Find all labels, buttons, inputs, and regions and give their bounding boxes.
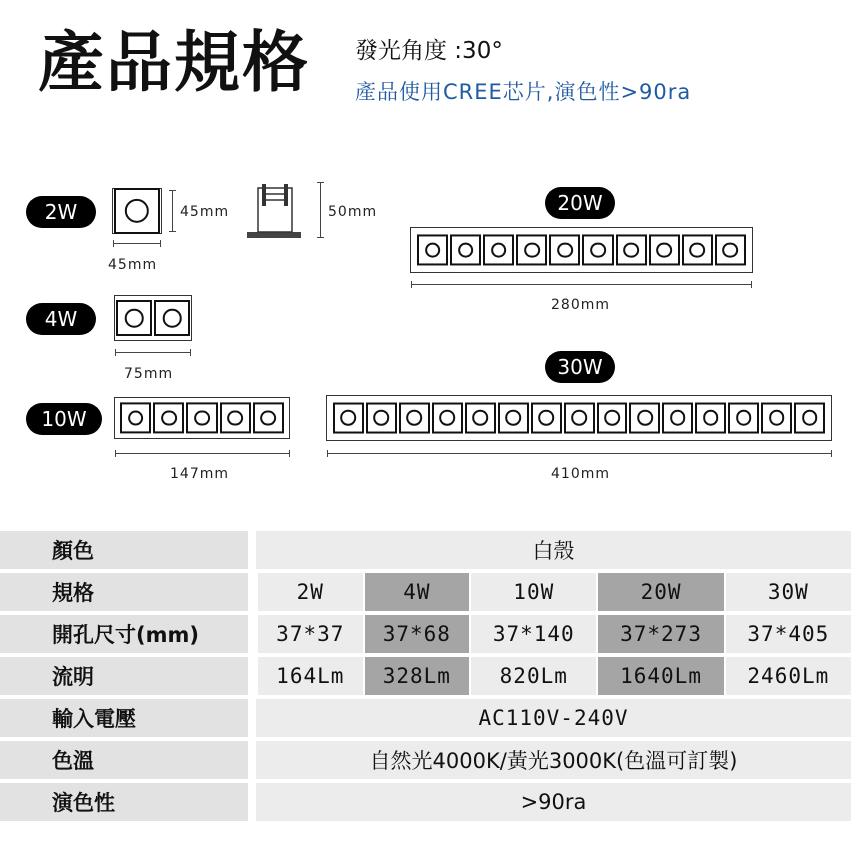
- led-lens-icon: [472, 410, 488, 426]
- led-frame-icon: [682, 234, 713, 265]
- led-lens-icon: [341, 410, 357, 426]
- lamp-2w: [112, 188, 162, 234]
- led-cell: [119, 398, 152, 438]
- badge-2w: 2W: [26, 196, 96, 228]
- led-lens-icon: [604, 410, 620, 426]
- led-cell: [515, 228, 548, 272]
- spec-4w: 4W: [363, 573, 470, 611]
- cutout-2w: 37*37: [256, 615, 363, 653]
- led-lens-icon: [590, 242, 606, 258]
- led-frame-icon: [549, 234, 580, 265]
- led-frame-icon: [154, 300, 190, 336]
- led-lens-icon: [637, 410, 653, 426]
- led-cell: [398, 396, 431, 440]
- lamp-10w: [114, 397, 290, 439]
- dim-line-2w-height: [172, 190, 173, 232]
- led-lens-icon: [670, 410, 686, 426]
- row-label: 色溫: [0, 741, 256, 779]
- led-frame-icon: [114, 188, 160, 234]
- led-lens-icon: [425, 242, 441, 258]
- led-cell: [760, 396, 793, 440]
- cree-chip-text: 產品使用CREE芯片,演色性>90ra: [355, 80, 692, 104]
- led-frame-icon: [432, 403, 463, 434]
- lumen-30w: 2460Lm: [724, 657, 851, 695]
- dim-line-4w-width: [115, 352, 191, 353]
- led-lens-icon: [524, 242, 540, 258]
- led-frame-icon: [186, 402, 217, 433]
- dim-line-side-depth: [320, 182, 321, 238]
- led-lens-icon: [374, 410, 390, 426]
- led-lens-icon: [194, 410, 210, 426]
- cutout-4w: 37*68: [363, 615, 470, 653]
- row-spec: [0, 573, 851, 611]
- cutout-20w: 37*273: [596, 615, 723, 653]
- lumen-2w: 164Lm: [256, 657, 363, 695]
- led-lens-icon: [125, 199, 149, 223]
- led-cell: [416, 228, 449, 272]
- led-frame-icon: [465, 403, 496, 434]
- lumen-4w: 328Lm: [363, 657, 470, 695]
- led-lens-icon: [723, 242, 739, 258]
- led-frame-icon: [695, 403, 726, 434]
- led-cell: [615, 228, 648, 272]
- dim-line-2w-width: [113, 243, 161, 244]
- led-frame-icon: [120, 402, 151, 433]
- led-cell: [252, 398, 285, 438]
- row-color: [0, 531, 851, 569]
- led-frame-icon: [333, 403, 364, 434]
- led-lens-icon: [407, 410, 423, 426]
- led-lens-icon: [491, 242, 507, 258]
- led-frame-icon: [153, 402, 184, 433]
- led-cell: [548, 228, 581, 272]
- voltage-value: AC110V-240V: [256, 699, 851, 737]
- led-lens-icon: [769, 410, 785, 426]
- led-cell: [581, 228, 614, 272]
- led-lens-icon: [125, 309, 144, 328]
- led-frame-icon: [417, 234, 448, 265]
- led-cell: [793, 396, 826, 440]
- led-cell: [727, 396, 760, 440]
- led-cell: [153, 296, 191, 340]
- color-temp-value: 自然光4000K/黃光3000K(色溫可訂製): [256, 741, 851, 779]
- led-frame-icon: [715, 234, 746, 265]
- led-frame-icon: [516, 234, 547, 265]
- led-cell: [365, 396, 398, 440]
- led-lens-icon: [623, 242, 639, 258]
- spec-20w: 20W: [596, 573, 723, 611]
- led-lens-icon: [538, 410, 554, 426]
- led-cell: [482, 228, 515, 272]
- led-lens-icon: [161, 410, 177, 426]
- led-cell: [464, 396, 497, 440]
- led-lens-icon: [439, 410, 455, 426]
- row-label: 流明: [0, 657, 256, 695]
- led-lens-icon: [505, 410, 521, 426]
- led-lens-icon: [128, 410, 144, 426]
- led-cell: [648, 228, 681, 272]
- row-label: 輸入電壓: [0, 699, 256, 737]
- led-frame-icon: [483, 234, 514, 265]
- row-color-temp: [0, 741, 851, 779]
- row-label: 演色性: [0, 783, 256, 821]
- led-lens-icon: [689, 242, 705, 258]
- dim-10w-width: 147mm: [170, 466, 229, 482]
- led-lens-icon: [736, 410, 752, 426]
- page-title: 產品規格: [38, 24, 310, 101]
- dim-2w-width: 45mm: [108, 257, 158, 273]
- led-frame-icon: [794, 403, 825, 434]
- led-lens-icon: [227, 410, 243, 426]
- led-frame-icon: [582, 234, 613, 265]
- dim-30w-width: 410mm: [551, 466, 610, 482]
- lamp-20w: [410, 227, 753, 273]
- lumen-20w: 1640Lm: [596, 657, 723, 695]
- led-cell: [219, 398, 252, 438]
- badge-30w: 30W: [545, 351, 615, 383]
- row-lumen: [0, 657, 851, 695]
- led-frame-icon: [662, 403, 693, 434]
- color-value: 白殼: [256, 531, 851, 569]
- led-frame-icon: [116, 300, 152, 336]
- led-frame-icon: [399, 403, 430, 434]
- led-frame-icon: [450, 234, 481, 265]
- led-frame-icon: [366, 403, 397, 434]
- row-label: 開孔尺寸(mm): [0, 615, 256, 653]
- led-frame-icon: [616, 234, 647, 265]
- led-lens-icon: [802, 410, 818, 426]
- led-cell: [332, 396, 365, 440]
- spec-10w: 10W: [469, 573, 596, 611]
- led-frame-icon: [629, 403, 660, 434]
- led-cell: [185, 398, 218, 438]
- led-cell: [694, 396, 727, 440]
- lamp-4w: [114, 295, 192, 341]
- led-cell: [681, 228, 714, 272]
- led-frame-icon: [531, 403, 562, 434]
- row-cutout: [0, 615, 851, 653]
- led-lens-icon: [163, 309, 182, 328]
- dim-20w-width: 280mm: [551, 297, 610, 313]
- led-cell: [449, 228, 482, 272]
- badge-20w: 20W: [545, 187, 615, 219]
- led-cell: [628, 396, 661, 440]
- beam-angle-text: 發光角度 :30°: [355, 38, 503, 64]
- lamp-side-view: [246, 180, 302, 240]
- lamp-30w: [326, 395, 832, 441]
- led-frame-icon: [564, 403, 595, 434]
- led-cell: [661, 396, 694, 440]
- spec-2w: 2W: [256, 573, 363, 611]
- led-cell: [115, 296, 153, 340]
- cutout-10w: 37*140: [469, 615, 596, 653]
- led-cell: [113, 189, 161, 233]
- row-voltage: [0, 699, 851, 737]
- led-lens-icon: [571, 410, 587, 426]
- led-frame-icon: [728, 403, 759, 434]
- lumen-10w: 820Lm: [469, 657, 596, 695]
- led-lens-icon: [458, 242, 474, 258]
- led-cell: [152, 398, 185, 438]
- led-frame-icon: [597, 403, 628, 434]
- led-frame-icon: [220, 402, 251, 433]
- led-cell: [497, 396, 530, 440]
- row-label: 規格: [0, 573, 256, 611]
- row-cri: [0, 783, 851, 821]
- dim-2w-height: 45mm: [180, 204, 230, 220]
- led-frame-icon: [761, 403, 792, 434]
- badge-10w: 10W: [26, 403, 102, 435]
- dim-line-10w-width: [115, 453, 290, 454]
- led-cell: [714, 228, 747, 272]
- led-lens-icon: [703, 410, 719, 426]
- led-frame-icon: [253, 402, 284, 433]
- spec-30w: 30W: [724, 573, 851, 611]
- led-lens-icon: [557, 242, 573, 258]
- spec-table: [0, 527, 851, 825]
- led-cell: [431, 396, 464, 440]
- cutout-30w: 37*405: [724, 615, 851, 653]
- dim-2w-depth: 50mm: [328, 204, 378, 220]
- row-label: 顏色: [0, 531, 256, 569]
- cri-value: >90ra: [256, 783, 851, 821]
- led-frame-icon: [649, 234, 680, 265]
- led-cell: [563, 396, 596, 440]
- led-lens-icon: [261, 410, 277, 426]
- badge-4w: 4W: [26, 303, 96, 335]
- led-frame-icon: [498, 403, 529, 434]
- dim-line-20w-width: [411, 284, 752, 285]
- led-cell: [596, 396, 629, 440]
- led-cell: [530, 396, 563, 440]
- dim-line-30w-width: [327, 453, 832, 454]
- dim-4w-width: 75mm: [124, 366, 174, 382]
- led-lens-icon: [656, 242, 672, 258]
